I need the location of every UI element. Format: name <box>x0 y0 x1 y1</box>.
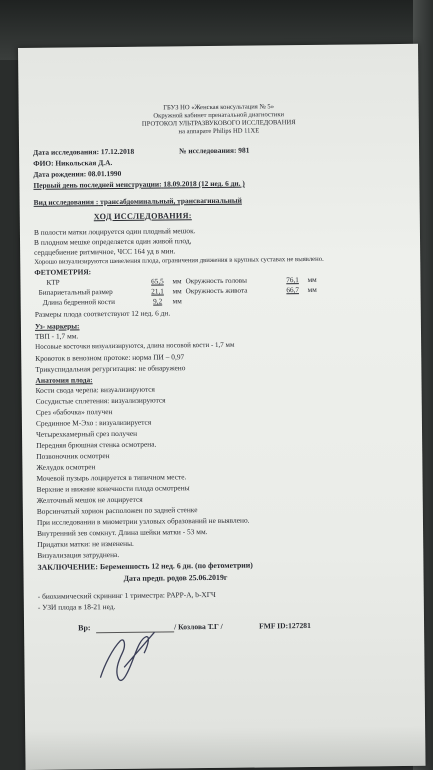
exam-date-label: Дата исследования: <box>33 147 100 157</box>
exam-number-row <box>179 146 249 156</box>
anatomy-line: Визуализация затруднена. <box>37 549 120 560</box>
header-protocol: ПРОТОКОЛ УЛЬТРАЗВУКОВОГО ИССЛЕДОВАНИЯ <box>141 119 296 128</box>
conclusion-row <box>37 561 253 572</box>
dob-label: Дата рождения: <box>33 169 87 179</box>
marker-line: Трикуспидальная регургитация: не обнаружено <box>35 363 186 374</box>
fetometry-unit: мм <box>172 277 182 286</box>
intro-line: В плодном мешке определяется один живой плод, <box>33 236 192 247</box>
fetometry-unit: мм <box>307 275 317 284</box>
intro-line: сердцебиение ритмичное, ЧСС 164 уд в мин. <box>34 246 176 257</box>
anatomy-line: Ворсинчатый хорион расположен по задней стенке <box>36 505 198 516</box>
anatomy-line: Позвоночник осмотрен <box>36 451 110 461</box>
conclusion-label: ЗАКЛЮЧЕНИЕ: <box>37 562 99 572</box>
anatomy-line: Внутренний зев сомкнут. Длина шейки матки - 53 мм. <box>37 527 208 538</box>
anatomy-line: Срез «бабочка» получен <box>35 407 113 417</box>
lmp-row <box>33 179 244 190</box>
exam-number-label: № исследования: <box>179 145 237 156</box>
fetometry-value: 9,2 <box>153 297 163 306</box>
exam-type-label: Вид исследования : <box>33 197 99 207</box>
recommendation-line: - биохимический скрининг 1 триместра: PAPP-A, b-ХГЧ <box>37 589 216 601</box>
dob-row <box>33 169 121 179</box>
header-cabinet: Окружной кабинет пренатальной диагностики <box>153 111 285 120</box>
fetometry-unit: мм <box>307 285 317 294</box>
fetometry-label: Бипариетальный размер <box>38 288 113 297</box>
fetometry-table <box>34 275 319 308</box>
fetometry-value: 76,1 <box>286 276 299 285</box>
fetometry-label: Длина бедренной кости <box>42 297 115 307</box>
exam-type-value: трансабдоминальный, трансвагинальный <box>100 195 242 207</box>
dob-value: 08.01.1990 <box>87 168 122 179</box>
header-device: на аппарате Philips HD 11XE <box>178 127 260 136</box>
doctor-name: / Козлова Т.Г / <box>174 621 223 632</box>
exam-date-row <box>33 147 134 157</box>
marker-line: ТВП - 1,7 мм. <box>34 331 79 341</box>
course-title: ХОД ИССЛЕДОВАНИЯ: <box>93 211 192 222</box>
anatomy-line: Четырехкамерный срез получен <box>35 428 138 439</box>
anatomy-line: Передняя брюшная стенка осмотрена. <box>36 439 157 450</box>
exam-number-value: 981 <box>238 145 250 155</box>
exam-date-value: 17.12.2018 <box>100 146 135 157</box>
fetometry-label: Окружность живота <box>185 286 248 296</box>
anatomy-line: Желточный мешок не лоцируется <box>36 494 143 505</box>
anatomy-line: Мочевой пузырь лоцируется в типичном месте. <box>36 472 187 483</box>
exam-type-row <box>34 196 242 207</box>
paper-shadow <box>25 726 425 770</box>
handwritten-signature <box>94 626 175 687</box>
marker-line: Кровоток в венозном протоке: норма ПИ – 0,97 <box>35 352 185 363</box>
anatomy-line: Верхние и нижние конечности плода осмотрены <box>36 483 190 494</box>
anatomy-line: Придатки матки: не изменены. <box>37 538 134 549</box>
anatomy-line: Сосудистые сплетения: визуализируются <box>35 395 166 406</box>
fetometry-unit: мм <box>172 287 182 296</box>
fio-value: Никольская Д.А. <box>55 158 113 168</box>
fetometry-value: 65,5 <box>151 277 164 286</box>
doctor-label: Вр: <box>78 623 91 633</box>
fetometry-title: ФЕТОМЕТРИЯ: <box>34 267 92 277</box>
anatomy-line: Желудок осмотрен <box>36 462 96 472</box>
fetometry-size-line: Размеры плода соответствуют 12 нед. 6 дн. <box>34 308 171 319</box>
intro-line: Хорошо визуализируются шевеления плода, ограничения движения в крупных суставах не выявлено. <box>34 255 324 266</box>
fetometry-value: 21,1 <box>151 287 164 296</box>
anatomy-title: Анатомия плода: <box>35 375 93 385</box>
intro-line: В полости матки лоцируется один плодный мешок. <box>33 226 196 237</box>
fio-row <box>33 158 112 168</box>
header-clinic: ГБУЗ НО «Женская консультация № 5» <box>163 103 275 112</box>
fmf-id: FMF ID:127281 <box>259 620 311 631</box>
fetometry-value: 66,7 <box>286 286 299 295</box>
anatomy-line: Кости свода черепа: визуализируются <box>35 384 155 395</box>
markers-title: Уз- маркеры: <box>34 321 80 331</box>
anatomy-line: При исследовании в миометрии узловых образований не выявлено. <box>36 515 250 527</box>
fio-label: ФИО: <box>33 158 54 168</box>
recommendation-line: - УЗИ плода в 18-21 нед. <box>37 602 116 612</box>
fetometry-unit: мм <box>172 297 182 306</box>
lmp-value: 18.09.2018 (12 нед. 6 дн. ) <box>163 178 245 189</box>
document-page <box>18 44 426 770</box>
fetometry-label: КТР <box>46 278 60 287</box>
fetometry-label: Окружность головы <box>185 276 247 286</box>
conclusion-text: Беременность 12 нед. 6 дн. (по фетометрии) <box>99 560 253 572</box>
fetometry-row <box>35 295 319 308</box>
marker-line: Носовые косточки визуализируются, длина носовой кости - 1,7 мм <box>35 340 235 351</box>
due-date: Дата предп. родов 25.06.2019г <box>123 572 228 583</box>
anatomy-line: Срединное М-Эхо : визуализируется <box>35 417 152 428</box>
lmp-label: Первый день последней менструации: <box>33 179 162 190</box>
